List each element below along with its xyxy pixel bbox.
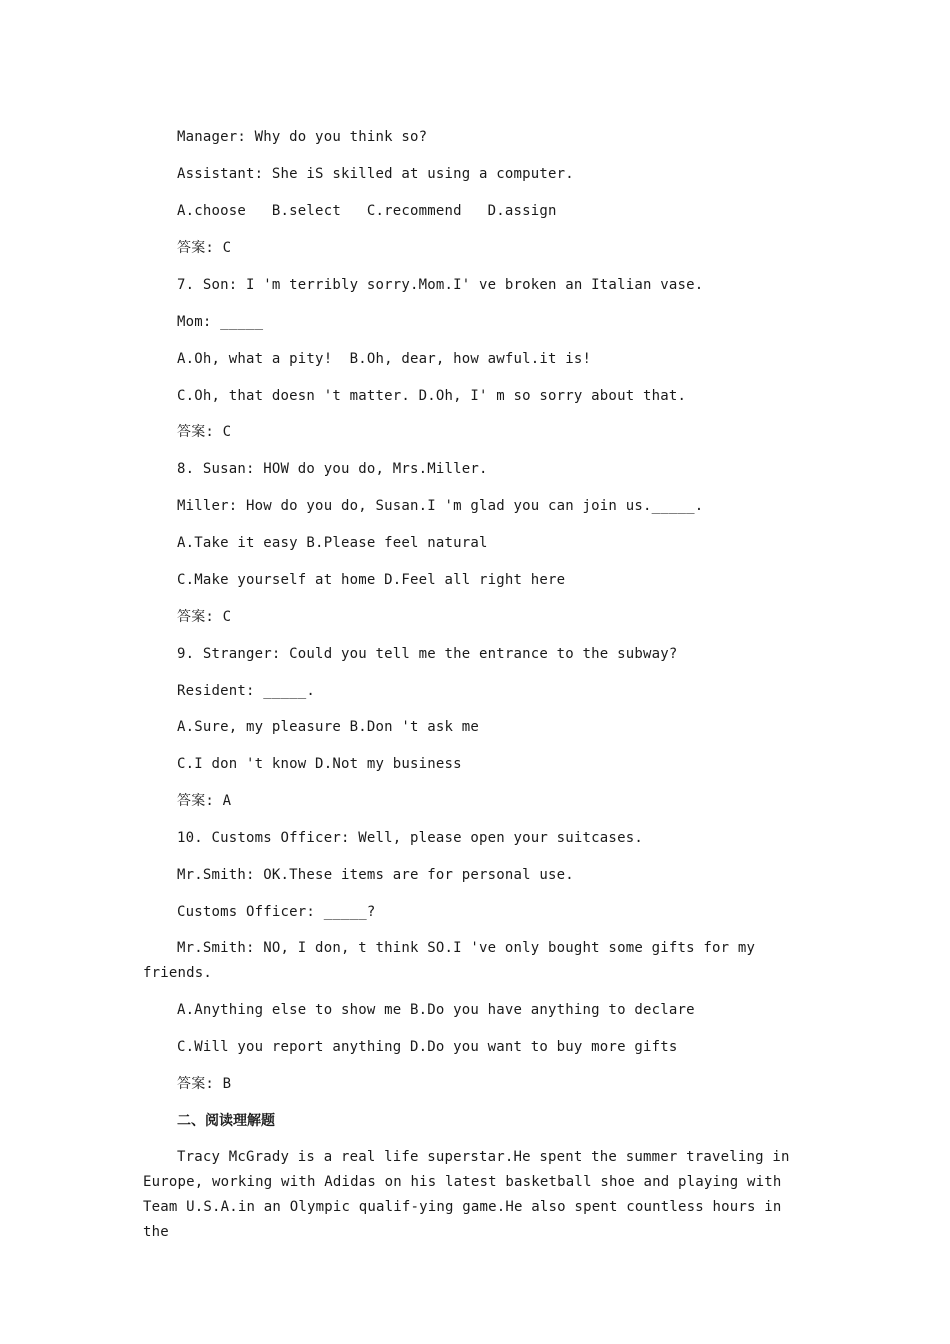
q10-smith-line: Mr.Smith: OK.These items are for personal use. xyxy=(177,867,574,883)
q10-answer: 答案: B xyxy=(177,1076,232,1092)
dialogue-line-manager: Manager: Why do you think so? xyxy=(177,129,428,145)
q10-options-cd: C.Will you report anything D.Do you want to buy more gifts xyxy=(177,1039,678,1055)
q8-options-ab: A.Take it easy B.Please feel natural xyxy=(177,535,488,551)
reading-paragraph: Tracy McGrady is a real life superstar.He spent the summer traveling in Europe, working with Adidas on his latest basketball shoe and playing with Team U.S.A.in an Olympic qualif-ying game.He also spent countless hours in the xyxy=(143,1149,790,1240)
q7-blank-line: Mom: _____ xyxy=(177,314,264,330)
q7-answer: 答案: C xyxy=(177,424,232,440)
q7-options-ab: A.Oh, what a pity! B.Oh, dear, how awful.it is! xyxy=(177,351,592,367)
q8-prompt: 8. Susan: HOW do you do, Mrs.Miller. xyxy=(177,461,488,477)
q6-options: A.choose B.select C.recommend D.assign xyxy=(177,203,557,219)
q8-answer: 答案: C xyxy=(177,609,232,625)
q9-options-cd: C.I don 't know D.Not my business xyxy=(177,756,462,772)
q9-answer: 答案: A xyxy=(177,793,232,809)
q9-options-ab: A.Sure, my pleasure B.Don 't ask me xyxy=(177,719,480,735)
q10-prompt: 10. Customs Officer: Well, please open your suitcases. xyxy=(177,830,643,846)
q9-prompt: 9. Stranger: Could you tell me the entrance to the subway? xyxy=(177,646,678,662)
q6-answer: 答案: C xyxy=(177,240,232,256)
section-heading: 二、阅读理解题 xyxy=(177,1113,275,1129)
q10-smith-reply: Mr.Smith: NO, I don, t think SO.I 've only bought some gifts for my friends. xyxy=(143,940,756,981)
q10-blank-line: Customs Officer: _____? xyxy=(177,904,376,920)
q8-options-cd: C.Make yourself at home D.Feel all right here xyxy=(177,572,566,588)
q7-options-cd: C.Oh, that doesn 't matter. D.Oh, I' m so sorry about that. xyxy=(177,388,687,404)
q10-options-ab: A.Anything else to show me B.Do you have anything to declare xyxy=(177,1002,695,1018)
q9-blank-line: Resident: _____. xyxy=(177,683,316,699)
q8-blank-line: Miller: How do you do, Susan.I 'm glad you can join us._____. xyxy=(177,498,704,514)
dialogue-line-assistant: Assistant: She iS skilled at using a computer. xyxy=(177,166,574,182)
q7-prompt: 7. Son: I 'm terribly sorry.Mom.I' ve broken an Italian vase. xyxy=(177,277,704,293)
